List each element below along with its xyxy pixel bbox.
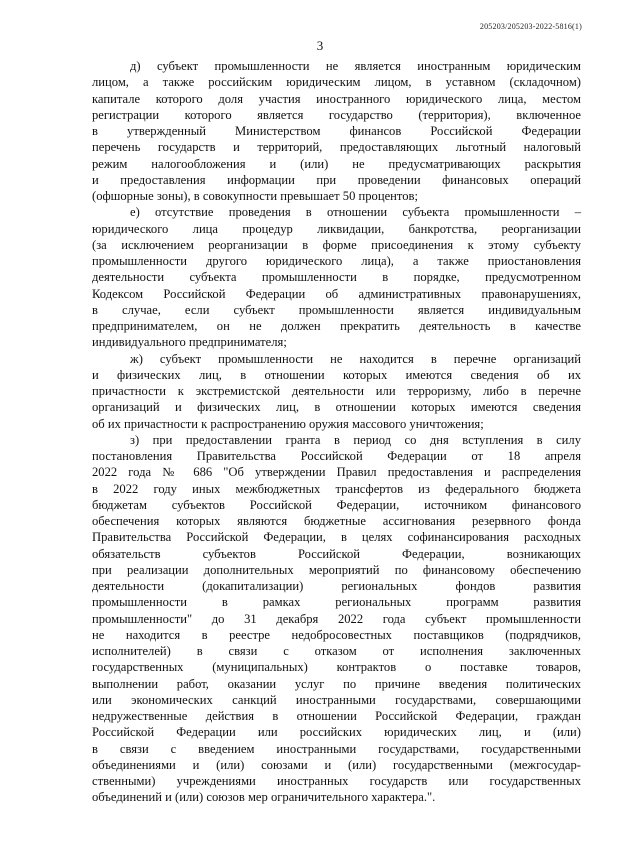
text-line: Правительства Российской Федерации, в целях софинансирования расходных	[92, 530, 581, 545]
text-line: недружественные действия в отношении Российской Федерации, граждан	[92, 709, 581, 723]
text-line: и предоставления информации при проведении финансовых операций	[92, 172, 581, 187]
text-line: регистрации которого является государство (территория), включенное	[92, 107, 581, 122]
text-line: (офшорные зоны), в совокупности превышает 50 процентов;	[92, 189, 419, 203]
text-line: промышленности другого юридического лица), а также приостановления	[92, 254, 581, 268]
text-line: 2022 года № 686 "Об утверждении Правил предоставления и распределения	[92, 465, 581, 480]
text-line: юридического лица процедур ликвидации, банкротства, реорганизации	[92, 221, 581, 236]
text-line: промышленности" до 31 декабря 2022 года субъект промышленности	[92, 611, 581, 626]
text-line: обеспечения которых являются бюджетные ассигнования резервного фонда	[92, 514, 581, 528]
text-line: предпринимателем, он не должен прекратить деятельность в качестве	[92, 319, 581, 333]
text-line: (за исключением реорганизации в форме присоединения к этому субъекту	[92, 237, 581, 252]
text-line: объединений и (или) союзов мер ограничительного характера.".	[92, 790, 436, 805]
text-line: или экономических санкций иностранными государствами, совершающими	[92, 692, 581, 707]
text-line: при реализации дополнительных мероприятий по финансовому обеспечению	[92, 562, 581, 577]
text-line: деятельности субъекта промышленности в порядке, предусмотренном	[92, 270, 581, 285]
text-line: в 2022 году иных межбюджетных трансфертов из федерального бюджета	[92, 481, 581, 496]
text-line: объединениями и (или) союзами и (или) государственными (межгосудар-	[92, 757, 581, 772]
text-line: деятельности (докапитализации) региональных фондов развития	[92, 579, 581, 593]
text-line: постановления Правительства Российской Федерации от 18 апреля	[92, 449, 581, 463]
text-line: д) субъект промышленности не является иностранным юридическим	[130, 59, 581, 73]
text-line: ж) субъект промышленности не находится в перечне организаций	[130, 351, 581, 366]
text-line: причастности к экстремистской деятельности или терроризму, либо в перечне	[92, 384, 581, 398]
text-line: Российской Федерации или российских юридических лиц, и (или)	[92, 725, 581, 740]
text-line: в связи с введением иностранными государствами, государственными	[92, 741, 581, 756]
text-line: перечень государств и территорий, предоставляющих льготный налоговый	[92, 140, 581, 155]
text-line: лицом, а также российским юридическим лицом, в уставном (складочном)	[92, 75, 581, 90]
text-line: и физических лиц, в отношении которых имеются сведения об их	[92, 367, 581, 382]
text-line: промышленности в рамках региональных программ развития	[92, 595, 581, 610]
text-line: режим налогообложения и (или) не предусматривающих раскрытия	[92, 156, 581, 171]
text-line: Кодексом Российской Федерации об административных правонарушениях,	[92, 286, 581, 301]
text-line: выполнении работ, оказании услуг по причине введения политических	[92, 676, 581, 691]
text-line: индивидуального предпринимателя;	[92, 335, 287, 350]
text-line: исполнителей) в связи с отказом от исполнения заключенных	[92, 644, 581, 658]
text-line: бюджетам субъектов Российской Федерации, источником финансового	[92, 497, 581, 512]
document-body	[92, 58, 581, 806]
text-line: ственными) учреждениями иностранных государств или государственных	[92, 774, 581, 788]
text-line: об их причастности к распространению оружия массового уничтожения;	[92, 416, 484, 431]
text-line: не находится в реестре недобросовестных поставщиков (подрядчиков,	[92, 627, 581, 642]
page-number: 3	[316, 38, 324, 53]
text-line: в случае, если субъект промышленности является индивидуальным	[92, 302, 581, 317]
text-line: организаций и физических лиц, в отношении которых имеются сведения	[92, 400, 581, 415]
text-line: е) отсутствие проведения в отношении субъекта промышленности –	[130, 205, 581, 220]
text-line: обязательств субъектов Российской Федерации, возникающих	[92, 546, 581, 561]
document-code: 205203/205203-2022-5816(1)	[479, 22, 582, 31]
text-line: з) при предоставлении гранта в период со дня вступления в силу	[130, 432, 581, 447]
text-line: государственных (муниципальных) контрактов о поставке товаров,	[92, 660, 581, 675]
text-line: капитале которого доля участия иностранного юридического лица, местом	[92, 91, 581, 106]
text-line: в утвержденный Министерством финансов Российской Федерации	[92, 124, 581, 138]
